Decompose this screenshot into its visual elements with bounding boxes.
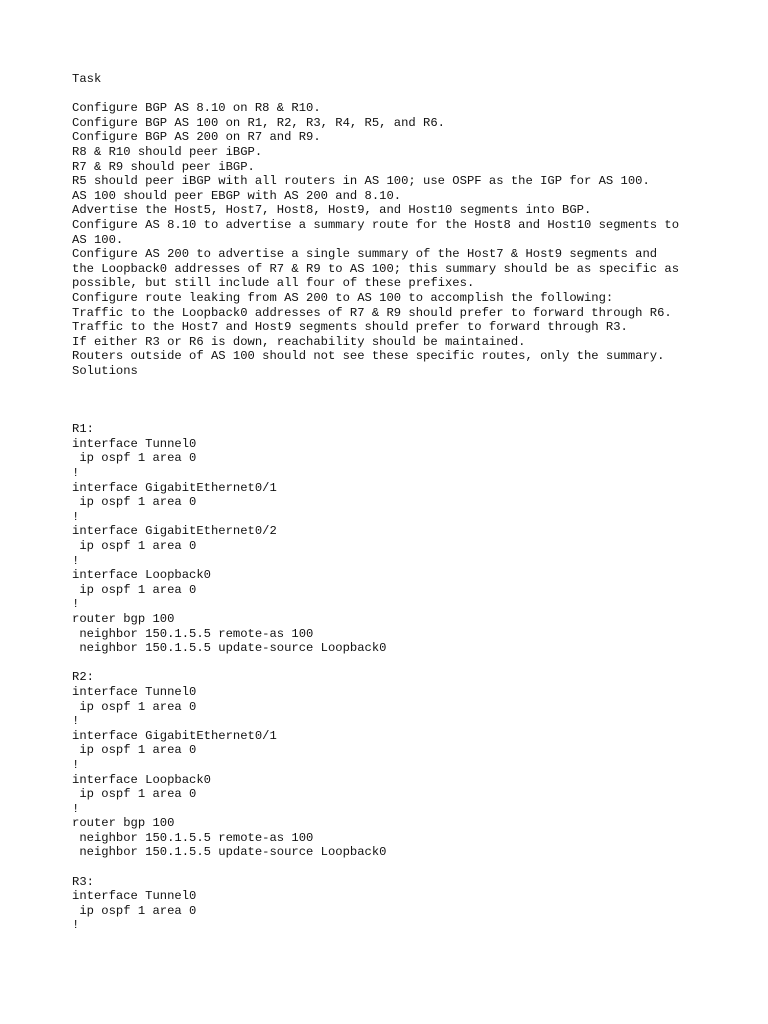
config-line: interface Tunnel0: [72, 436, 197, 451]
task-list: [72, 101, 712, 378]
task-line: AS 100 should peer EBGP with AS 200 and 8.10.: [72, 188, 402, 203]
config-line: !: [72, 801, 80, 816]
spacer: [72, 87, 712, 102]
config-line: interface GigabitEthernet0/1: [72, 728, 277, 743]
solutions-heading: Solutions: [72, 363, 138, 378]
task-line: If either R3 or R6 is down, reachability should be maintained.: [72, 334, 526, 349]
config-line: ip ospf 1 area 0: [72, 495, 197, 510]
config-line: neighbor 150.1.5.5 update-source Loopback0: [72, 845, 387, 860]
task-line: R8 & R10 should peer iBGP.: [72, 144, 263, 159]
document-page: [72, 72, 712, 933]
config-line: !: [72, 714, 80, 729]
task-line: Configure AS 8.10 to advertise a summary route for the Host8 and Host10 segments to: [72, 217, 680, 232]
config-line: ip ospf 1 area 0: [72, 903, 197, 918]
task-line: Traffic to the Loopback0 addresses of R7 & R9 should prefer to forward through R6.: [72, 305, 672, 320]
task-line: Configure BGP AS 8.10 on R8 & R10.: [72, 101, 321, 116]
router-config-r3: [72, 875, 712, 933]
config-line: interface Loopback0: [72, 568, 211, 583]
config-line: !: [72, 553, 80, 568]
config-line: ip ospf 1 area 0: [72, 743, 197, 758]
config-line: router bgp 100: [72, 816, 175, 831]
config-line: !: [72, 597, 80, 612]
task-line: AS 100.: [72, 232, 124, 247]
config-line: !: [72, 466, 80, 481]
task-line: Routers outside of AS 100 should not see these specific routes, only the summary.: [72, 349, 665, 364]
router-config-r1: [72, 422, 712, 656]
config-line: ip ospf 1 area 0: [72, 787, 197, 802]
config-line: interface Loopback0: [72, 772, 211, 787]
config-line: interface GigabitEthernet0/2: [72, 524, 277, 539]
config-line: neighbor 150.1.5.5 remote-as 100: [72, 830, 314, 845]
task-line: Configure BGP AS 100 on R1, R2, R3, R4, R5, and R6.: [72, 115, 445, 130]
config-line: ip ospf 1 area 0: [72, 451, 197, 466]
task-line: possible, but still include all four of these prefixes.: [72, 276, 475, 291]
router-config-r2: [72, 670, 712, 860]
spacer: [72, 860, 712, 875]
config-line: ip ospf 1 area 0: [72, 539, 197, 554]
config-line: !: [72, 757, 80, 772]
config-line: neighbor 150.1.5.5 remote-as 100: [72, 626, 314, 641]
task-heading: Task: [72, 72, 102, 86]
config-line: !: [72, 918, 80, 933]
task-line: Traffic to the Host7 and Host9 segments should prefer to forward through R3.: [72, 320, 628, 335]
config-line: interface Tunnel0: [72, 889, 197, 904]
task-line: R5 should peer iBGP with all routers in AS 100; use OSPF as the IGP for AS 100.: [72, 174, 650, 189]
spacer: [72, 378, 712, 422]
task-line: Configure BGP AS 200 on R7 and R9.: [72, 130, 321, 145]
config-line: interface Tunnel0: [72, 684, 197, 699]
config-line: interface GigabitEthernet0/1: [72, 480, 277, 495]
task-line: Advertise the Host5, Host7, Host8, Host9, and Host10 segments into BGP.: [72, 203, 592, 218]
config-line: ip ospf 1 area 0: [72, 582, 197, 597]
task-line: the Loopback0 addresses of R7 & R9 to AS 100; this summary should be as specific as: [72, 261, 680, 276]
router-label: R3:: [72, 874, 94, 889]
config-line: router bgp 100: [72, 611, 175, 626]
config-line: ip ospf 1 area 0: [72, 699, 197, 714]
router-label: R1:: [72, 422, 94, 437]
config-line: !: [72, 509, 80, 524]
task-line: Configure AS 200 to advertise a single summary of the Host7 & Host9 segments and: [72, 247, 658, 262]
spacer: [72, 656, 712, 671]
task-line: R7 & R9 should peer iBGP.: [72, 159, 255, 174]
task-line: Configure route leaking from AS 200 to AS 100 to accomplish the following:: [72, 290, 614, 305]
router-label: R2:: [72, 670, 94, 685]
config-line: neighbor 150.1.5.5 update-source Loopback0: [72, 641, 387, 656]
